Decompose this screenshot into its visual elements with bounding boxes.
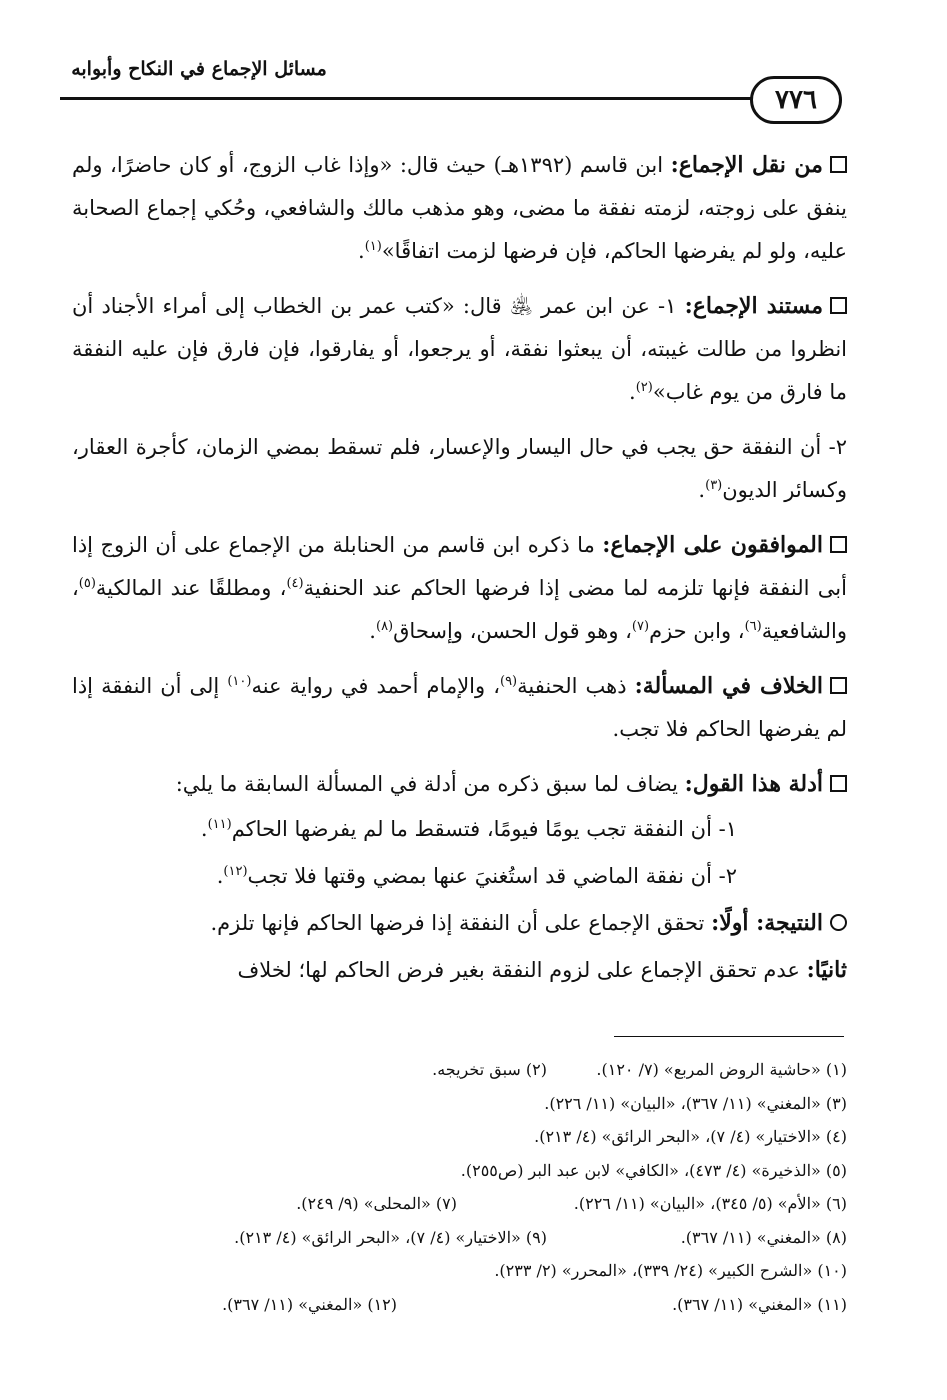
paragraph-lead: من نقل الإجماع: [670,152,823,178]
footnote-line [60,1154,847,1188]
paragraph-tail: . [698,478,706,502]
footnotes [60,1053,847,1321]
paragraph-text: ، ومطلقًا عند المالكية [95,576,287,600]
paragraph-text: يضاف لما سبق ذكره من أدلة في المسألة السابقة ما يلي: [175,772,685,796]
footnote-line [60,1120,847,1154]
paragraph-text: ١- أن النفقة تجب يومًا فيومًا، فتسقط ما لم يفرضها الحاكم [231,817,737,841]
paragraph-tail: . [358,239,365,263]
paragraph-lead: ثانيًا: [806,957,847,983]
paragraph-tail: . [216,864,224,888]
footnote-ref[interactable]: (٧) [631,619,650,634]
paragraph-result [72,902,847,945]
footnote-line [60,1187,847,1221]
square-bullet-icon [830,677,847,694]
paragraph-text: ، والشافعية [72,576,847,643]
paragraph-lead: مستند الإجماع: [684,293,823,319]
footnote-ref[interactable]: (٥) [78,576,96,591]
paragraph-tail: . [629,380,636,404]
list-item-1 [72,808,847,851]
paragraph-text: تحقق الإجماع على أن النفقة إذا فرضها الحاكم فإنها تلزم. [210,911,712,935]
footnote-line [60,1053,847,1087]
body-text [72,144,847,1004]
footnote-ref[interactable]: (١) [364,239,382,254]
paragraph-text: ٢- أن نفقة الماضي قد استُغنيَ عنها بمضي وقتها فلا تجب [247,864,737,888]
paragraph-agreeing [72,524,847,653]
footnote-3: (٣) «المغني» (١١/ ٣٦٧)، «البيان» (١١/ ٢٢٦). [544,1093,847,1113]
footnote-ref[interactable]: (٦) [744,619,762,634]
footnote-ref[interactable]: (١٠) [227,674,252,689]
square-bullet-icon [830,297,847,314]
paragraph-text: ، وهو قول الحسن، وإسحاق [393,619,632,643]
page-number: ٧٧٦ [750,76,842,124]
paragraph-lead: النتيجة: أولًا: [711,910,823,936]
footnote-ref[interactable]: (٨) [375,619,394,634]
footnote-ref[interactable]: (٢) [635,380,653,395]
footnote-5: (٥) «الذخيرة» (٤/ ٤٧٣)، «الكافي» لابن عبد البر (ص٢٥٥). [460,1160,847,1180]
footnote-ref[interactable]: (١٢) [223,864,248,879]
paragraph-result-second [72,949,847,992]
paragraph-text: ، وابن حزم [649,619,745,643]
paragraph-lead: الخلاف في المسألة: [634,673,824,699]
paragraph-evidence-2 [72,426,847,512]
footnote-line [60,1288,847,1322]
footnote-ref[interactable]: (١١) [207,817,232,832]
paragraph-evidence-of-view [72,763,847,806]
paragraph-text: ذهب الحنفية [517,674,635,698]
paragraph-text: ٢- أن النفقة حق يجب في حال اليسار والإعسار، فلم تسقط بمضي الزمان، كأجرة العقار، وكسائر الديون [72,435,847,502]
circle-bullet-icon [830,914,847,931]
footnote-9: (٩) «الاختيار» (٤/ ٧)، «البحر الرائق» (٤/ ٢١٣). [234,1227,547,1247]
footnote-separator [614,1036,844,1037]
paragraph-text: ما ذكره ابن قاسم من الحنابلة من الإجماع على أن الزوج إذا أبى النفقة فإنها تلزمه لما مضى إذا فرضها الحاكم عند الحنفية [72,533,847,600]
paragraph-text: ١- عن ابن عمر ﵁ قال: «كتب عمر بن الخطاب إلى أمراء الأجناد أن انظروا من طالت غيبته، أن يبعثوا نفقة، أو يرجعوا، أو يفارقوا، فإن فارق فإن عليه النفقة ما فارق من يوم غاب» [72,294,847,404]
paragraph-disagreement [72,665,847,751]
footnote-10: (١٠) «الشرح الكبير» (٢٤/ ٣٣٩)، «المحرر» (٢/ ٢٣٣). [494,1261,847,1280]
paragraph-lead: أدلة هذا القول: [684,771,823,797]
footnote-7: (٧) «المحلى» (٩/ ٢٤٩). [296,1194,457,1213]
paragraph-text: ابن قاسم (١٣٩٢هـ) حيث قال: «وإذا غاب الزوج، أو كان حاضرًا، ولم ينفق على زوجته، لزمته نفقة ما مضى، وهو مذهب مالك والشافعي، وحُكي إجماع الصحابة عليه، ولو لم يفرضها الحاكم، فإن فرضها لزمت اتفاقًا» [72,153,847,263]
footnote-line [60,1221,847,1255]
square-bullet-icon [830,156,847,173]
footnote-6: (٦) «الأم» (٥/ ٣٤٥)، «البيان» (١١/ ٢٢٦). [573,1194,847,1213]
footnote-ref[interactable]: (٩) [499,674,518,689]
list-item-2 [72,855,847,898]
header-rule [60,97,752,100]
paragraph-text: عدم تحقق الإجماع على لزوم النفقة بغير فرض الحاكم لها؛ لخلاف [237,958,807,982]
footnote-ref[interactable]: (٤) [286,576,304,591]
footnote-line [60,1254,847,1288]
footnote-ref[interactable]: (٣) [705,478,723,493]
footnote-2: (٢) سبق تخريجه. [432,1060,547,1079]
footnote-8: (٨) «المغني» (١١/ ٣٦٧). [680,1227,847,1247]
square-bullet-icon [830,536,847,553]
paragraph-tail: . [200,817,208,841]
square-bullet-icon [830,775,847,792]
paragraph-tail: . [369,619,376,643]
footnote-1: (١) «حاشية الروض المربع» (٧/ ١٢٠). [596,1060,847,1079]
footnote-12: (١٢) «المغني» (١١/ ٣٦٧). [222,1294,397,1314]
paragraph-transmitters [72,144,847,273]
footnote-11: (١١) «المغني» (١١/ ٣٦٧). [672,1294,847,1314]
paragraph-lead: الموافقون على الإجماع: [602,532,823,558]
paragraph-evidence [72,285,847,414]
paragraph-text: ، والإمام أحمد في رواية عنه [251,674,500,698]
footnote-line [60,1087,847,1121]
running-title: مسائل الإجماع في النكاح وأبوابه [71,58,327,80]
paragraph-text: إلى أن النفقة إذا لم يفرضها الحاكم فلا تجب. [72,674,847,741]
footnote-4: (٤) «الاختيار» (٤/ ٧)، «البحر الرائق» (٤/ ٢١٣). [534,1127,847,1146]
